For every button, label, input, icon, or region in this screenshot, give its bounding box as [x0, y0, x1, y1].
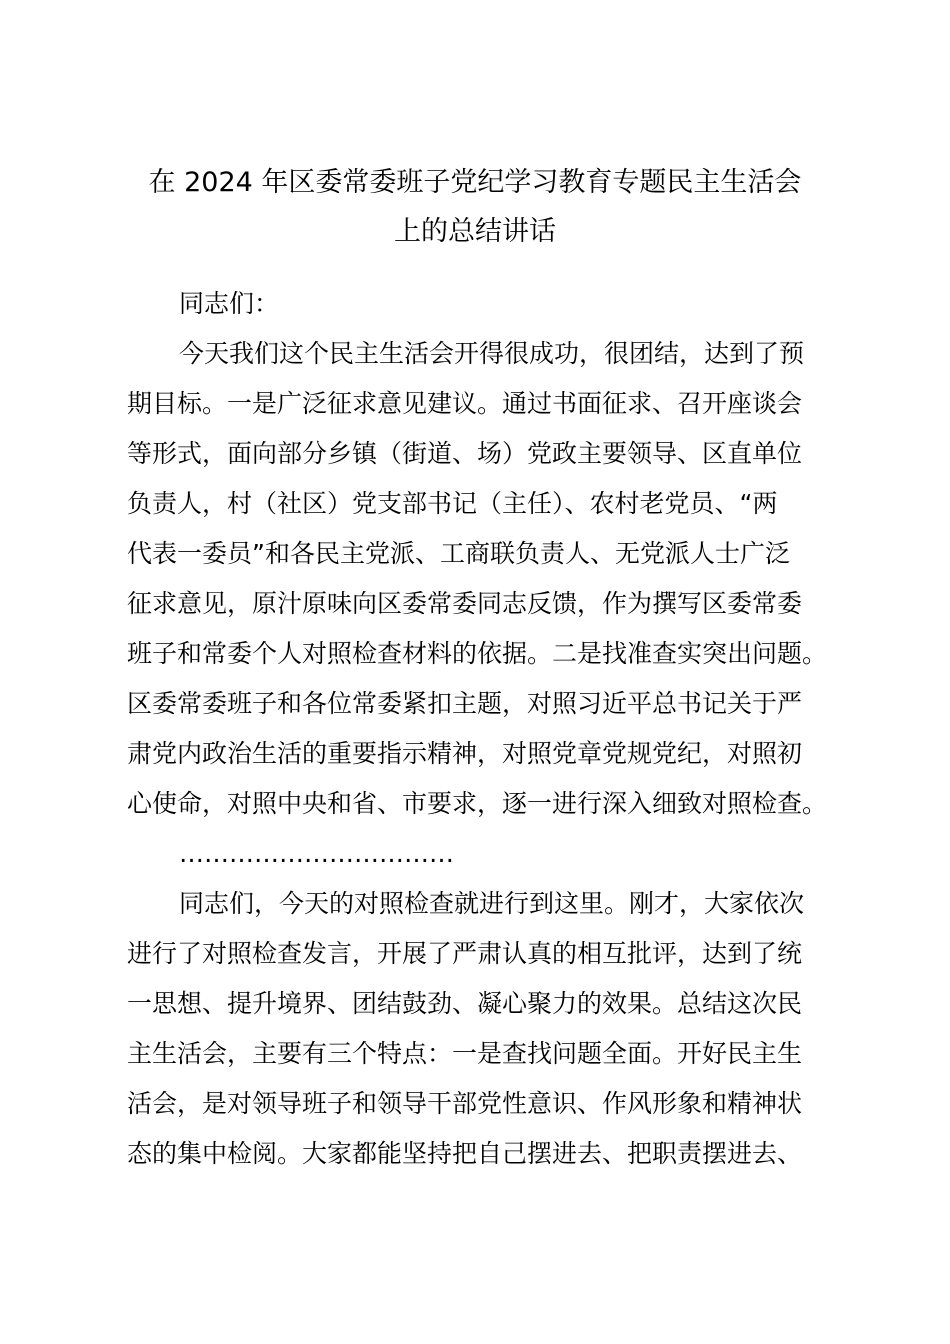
- ellipsis-separator: ……………………………: [179, 839, 454, 868]
- paragraph-2-line: 进行了对照检查发言，开展了严肃认真的相互批评，达到了统: [127, 939, 803, 968]
- paragraph-1-line: 征求意见，原汁原味向区委常委同志反馈，作为撰写区委常委: [127, 589, 803, 618]
- title-line-1: 在 2024 年区委常委班子党纪学习教育专题民主生活会: [148, 167, 802, 198]
- paragraph-2-line: 主生活会，主要有三个特点：一是查找问题全面。开好民主生: [127, 1039, 803, 1068]
- paragraph-1-line: 心使命，对照中央和省、市要求，逐一进行深入细致对照检查。: [127, 789, 828, 818]
- paragraph-1-line: 负责人，村（社区）党支部书记（主任）、农村老党员、“两: [127, 489, 778, 518]
- salutation: 同志们：: [179, 289, 280, 318]
- document-body: [127, 279, 847, 1179]
- document-title: [100, 158, 850, 256]
- paragraph-1-line: 区委常委班子和各位常委紧扣主题，对照习近平总书记关于严: [127, 689, 803, 718]
- paragraph-1-line: 今天我们这个民主生活会开得很成功，很团结，达到了预: [179, 339, 805, 368]
- title-line-2: 上的总结讲话: [394, 216, 556, 247]
- paragraph-2-line: 一思想、提升境界、团结鼓劲、凝心聚力的效果。总结这次民: [127, 989, 803, 1018]
- paragraph-1-line: 等形式，面向部分乡镇（街道、场）党政主要领导、区直单位: [127, 439, 803, 468]
- paragraph-2-line: 同志们，今天的对照检查就进行到这里。刚才，大家依次: [179, 889, 805, 918]
- paragraph-1-line: 代表一委员”和各民主党派、工商联负责人、无党派人士广泛: [127, 539, 790, 568]
- paragraph-2-line: 态的集中检阅。大家都能坚持把自己摆进去、把职责摆进去、: [127, 1139, 803, 1168]
- paragraph-2-line: 活会，是对领导班子和领导干部党性意识、作风形象和精神状: [127, 1089, 803, 1118]
- paragraph-1-line: 期目标。一是广泛征求意见建议。通过书面征求、召开座谈会: [127, 389, 803, 418]
- paragraph-1-line: 肃党内政治生活的重要指示精神，对照党章党规党纪，对照初: [127, 739, 803, 768]
- paragraph-1-line: 班子和常委个人对照检查材料的依据。二是找准查实突出问题。: [127, 639, 828, 668]
